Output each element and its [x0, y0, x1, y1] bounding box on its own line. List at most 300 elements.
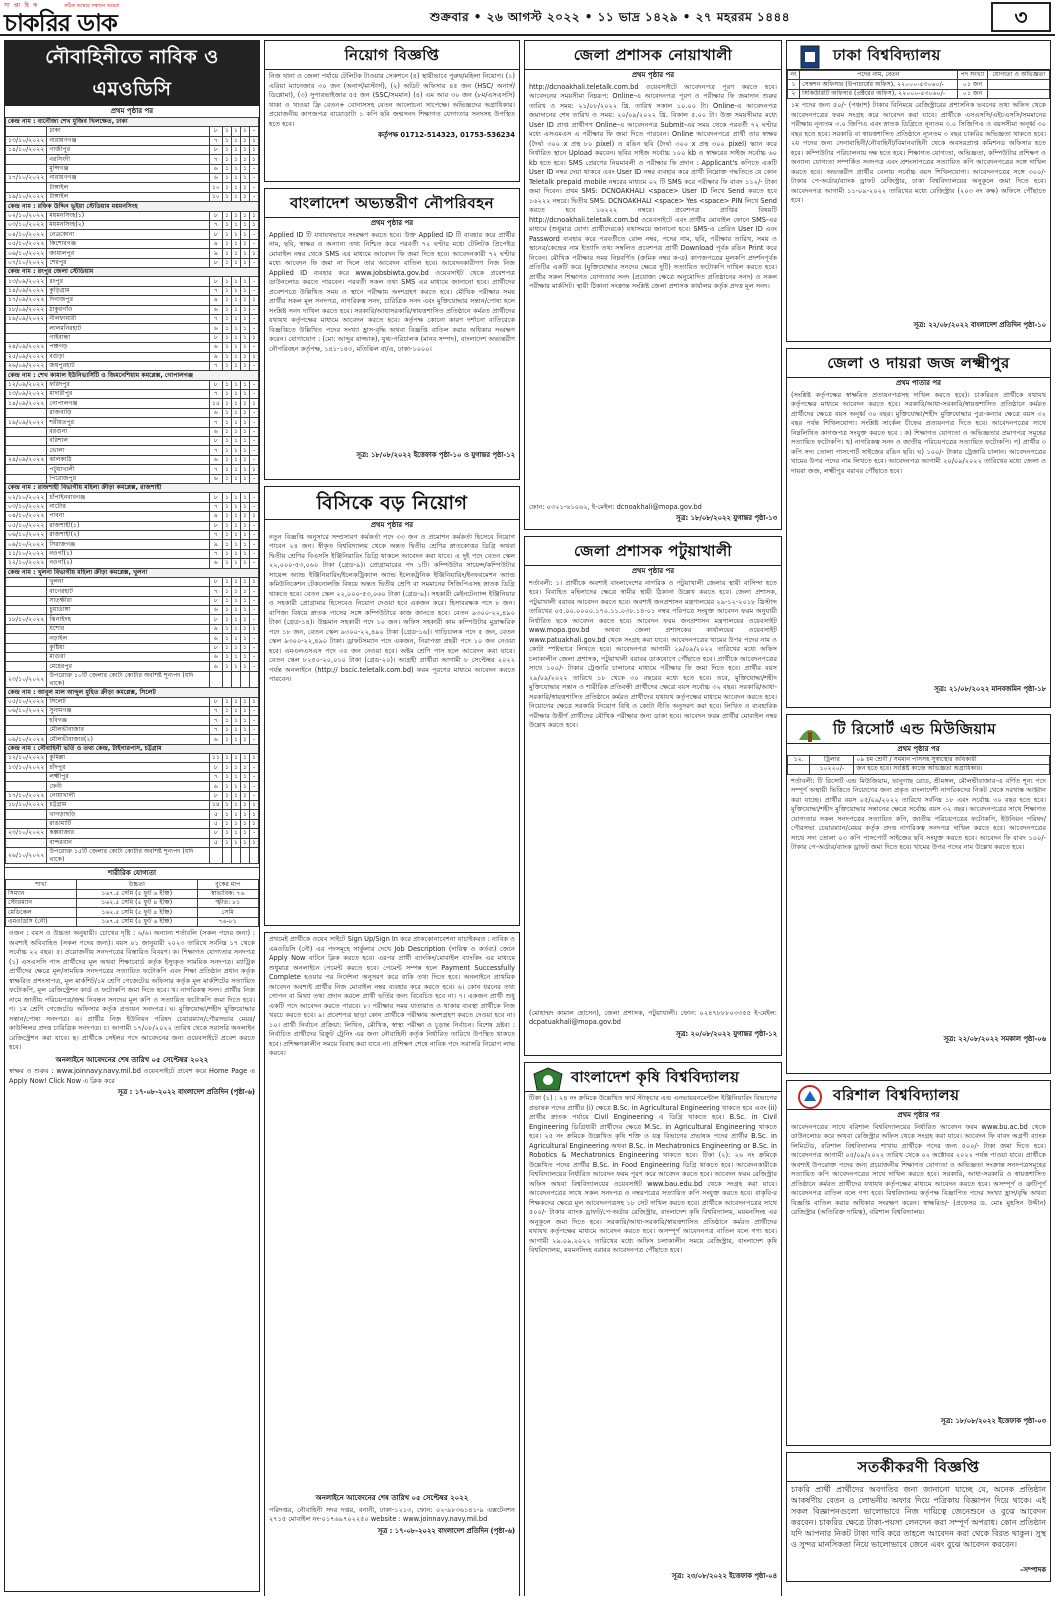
table-cell: - [249, 643, 258, 652]
venue-name: কেন্দ্র নাম : বানৌজা শেখ মুজিব খিলক্ষেত, ঢাকা [6, 117, 259, 126]
table-row [6, 474, 259, 483]
brand-logo [4, 2, 204, 37]
venue-row [6, 371, 259, 380]
table-cell: ১ [240, 324, 249, 333]
table-cell: ১ [240, 127, 249, 136]
table-cell: ১ [240, 221, 249, 230]
table-cell: ১ [240, 838, 249, 847]
table-cell: ১ [231, 427, 240, 436]
table-cell: ৬ [209, 305, 222, 314]
table-cell: ১ [222, 145, 231, 154]
table-header: পদ সংখ্যা [957, 71, 988, 80]
table-cell: ৮ [209, 763, 222, 772]
table-cell: হবিগঞ্জ [47, 716, 210, 725]
table-cell: ১ [240, 211, 249, 220]
table-cell: ১ [231, 333, 240, 342]
table-cell: - [249, 343, 258, 352]
table-cell: ১২/১০/২০২২ [6, 559, 47, 568]
table-cell: চাঁদপুর [47, 763, 210, 772]
table-cell: ৮ [209, 333, 222, 342]
table-cell [231, 671, 240, 688]
table-cell: ১ [231, 735, 240, 744]
table-cell: ১ [231, 258, 240, 267]
tea-headline: টি রিসোর্ট এন্ড মিউজিয়াম [787, 715, 1050, 744]
table-cell: ১ [231, 577, 240, 586]
table-cell: ১৩/১০/২০২২ [6, 136, 47, 145]
column-2 [264, 40, 520, 1596]
table-cell: - [249, 455, 258, 464]
table-cell: নীলফামারী [47, 314, 210, 323]
table-cell: ১ [231, 697, 240, 706]
brand-title: চাকরির ডাক [4, 7, 117, 37]
venue-row [6, 202, 259, 211]
navy-body: ওজন : বয়স ও উচ্চতা অনুযায়ী। চোখের দৃষ্টি : ৬/৬। অন্যান্য শর্তাবলি (সকল পদের জন্য) : অবশ্যই অবিবাহিত (সকল পদের জন্য)। বয়স ০১ জানুয়ারী ২০২৩ তারিখে সর্বনিম্ন ১৭ থেকে সর্বোচ্চ ২২ বছর। ৫। প্রয়োজনীয় সনদপত্রের বিস্তারিত বিবরণ। ক। শিক্ষাগত যোগ্যতার সনদপত্র (১) এসএসসি পাস প্রার্থীদের মূল অথবা শিক্ষাবোর্ড কর্তৃক ইস্যুকৃত সাময়িক সনদপত্র। ম্যাট্রিক প্রার্থীদের ক্ষেত্রে মূল/সাময়িক সনদপত্রের সত্যায়িত ফটোকপি এবং শিক্ষা প্রতিষ্ঠান প্রধান কর্তৃক স্বাক্ষরিত প্রশংসাপত্র, মূল মার্কশিট/১ম শ্রেণি গেজেটেড অফিসার কর্তৃক মূল মার্কশিটের সত্যায়িত ফটোকপি, মূল রেজিস্ট্রেশন কার্ড ও ফটোকপি জমা দিতে হবে। খ। নাগরিকত্ব সনদ। প্রার্থীর নিজ নামে জাতীয় পরিচয়পত্র/জন্ম নিবন্ধন সনদের মূল কপি ও সত্যায়িত ফটোকপি জমা দিতে হবে। গ। ১ম শ্রেণি গেজেটেড অফিসার কর্তৃক প্রত্যয়ন সনদপত্র। ঘ। মুক্তিযোদ্ধা/শহীদ মুক্তিযোদ্ধার সন্তান/পোষ্য সনদপত্র। ঙ। প্রার্থীর নিজ ইউনিয়ন পরিষদ চেয়ারম্যান/পৌরসভার মেয়র/কাউন্সিলর প্রদত্ত চারিত্রিক সনদপত্র। চ। আগামী ১৭/০৮/২০২২ তারিখ থেকে সরাসরি অনলাইন রেজিস্ট্রেশন করা যাবে। ছ। প্রার্থীকে সেইলর পদে আবেদনের জন্য ওয়েবসাইটে প্রবেশ করতে হবে। [9, 929, 255, 1052]
table-cell: বগুড়া [47, 352, 210, 361]
table-cell: ১ [240, 493, 249, 502]
table-cell: - [249, 446, 258, 455]
table-cell: ১১ [209, 754, 222, 763]
table-cell: ৯ [209, 296, 222, 305]
table-row [6, 455, 259, 464]
table-cell: ১ [222, 624, 231, 633]
table-header: পদের নাম, বেতন [800, 71, 958, 80]
table-cell: কিশোরগঞ্জ [47, 239, 210, 248]
table-cell: ৯ [209, 540, 222, 549]
table-cell: ০৪/১০/২০২২ [6, 512, 47, 521]
table-cell: ১ [240, 577, 249, 586]
table-cell: ৭ [209, 314, 222, 323]
venue-row [6, 568, 259, 577]
table-cell: ০১ জন [957, 89, 988, 98]
table-cell: ১ [222, 249, 231, 258]
table-cell [6, 333, 47, 342]
navy-apply-body: প্রথমেই প্রার্থীকে ওয়েব সাইটে Sign Up/Sign In করে প্রাককোনাবেশনা যাচাইকরত : নাবিক ও এমওডিসি (নৌ) এর পদসমূহে সার্কুলার দেখে Job Description (দায়িত্ব ও কর্তব্য) জেনে Apply Now বাটনে ক্লিক করতে হবে। এরপর প্রার্থী ব্যাংকিং/মোবাইল ব্যাংকিং এর মাধ্যমে শুধুমাত্র অনলাইনে পেমেন্ট করতে হবে। পেমেন্ট সম্পন্ন হলে Payment Successfully Complete হওয়ার পর নির্দেশনা অনুসরণ করে বাকি তথ্য দিতে হবে। অনলাইনে প্রাথমিক আবেদন অবশ্যই প্রার্থীর নিজ মোবাইল নম্বর ব্যবহার করে করতে হবে। ৬। কোন ধরনের তথ্য গোপন বা মিথ্যা তথ্য প্রদান করলে প্রার্থী ভর্তির জন্য বিবেচিত হবে না। ৭। একজন প্রার্থী শুধু একটি পদে আবেদন করতে পারবে। ৮। পরীক্ষার সময় যাতায়াত ও থাকার ব্যবস্থা প্রার্থীকে নিজ খরচে করতে হবে। ৯। প্রবেশপত্র ছাড়া কোন প্রার্থীকে পরীক্ষায় অংশগ্রহণ করতে দেওয়া হবে না। ১০। প্রার্থী নির্বাচন প্রক্রিয়া: লিখিত, মৌখিক, স্বাস্থ্য পরীক্ষা ও চূড়ান্ত নির্বাচন। বিশেষ দ্রষ্টব্য : নির্বাচিত প্রার্থীদের রিক্রুট ট্রেনিং এর জন্য নৌবাহিনী কর্তৃক নির্ধারিত তারিখে উপস্থিত থাকতে হবে। প্রশিক্ষণকালীন সময়ে বিবাহ করা যাবে না। প্রশিক্ষণ শেষে নাবিক পদে সরাসরি নিয়োগ লাভ করবে। [269, 935, 515, 1057]
table-row [6, 155, 259, 164]
table-cell: ১২. [788, 755, 810, 764]
table-cell: ১ [222, 634, 231, 643]
table-cell: - [249, 277, 258, 286]
table-cell: ৬ [209, 427, 222, 436]
navy-continued: প্রথম পৃষ্ঠার পর [110, 107, 154, 115]
table-row [6, 305, 259, 314]
table-row [6, 549, 259, 558]
table-cell: ১ [249, 754, 258, 763]
table-cell: ২৪/০৯/২০২২ [6, 343, 47, 352]
venue-row [6, 483, 259, 492]
table-cell: ১ [231, 408, 240, 417]
table-cell: ১ [231, 716, 240, 725]
table-row [6, 889, 259, 898]
table-cell: ৬ [209, 782, 222, 791]
table-cell: ১ [231, 465, 240, 474]
table-cell: ০৫/১০/২০২২ [6, 239, 47, 248]
table-cell: উপরোক্ত ১৫টি জেলার কোটা কোটার অবশিষ্ট শূন্যপদ (যদি থাকে) [47, 847, 210, 864]
table-cell: ১ [240, 249, 249, 258]
table-cell: - [249, 493, 258, 502]
table-cell: ৫ [209, 819, 222, 828]
table-cell: ৭ [209, 361, 222, 370]
table-cell: ৬ [209, 343, 222, 352]
table-cell: ১ [222, 810, 231, 819]
table-header: শাখা [6, 880, 77, 889]
table-cell: ১ [240, 305, 249, 314]
table-cell: ১ [231, 791, 240, 800]
navy-apply-deadline: অনলাইনে আবেদনের শেষ তারিখ ০৫ সেপ্টেম্বর ২০২২ [315, 1494, 469, 1502]
table-cell: ট্রিলার [810, 755, 854, 764]
table-cell: ১ [231, 549, 240, 558]
table-row [6, 800, 259, 809]
table-cell: ১ [240, 615, 249, 624]
table-cell [988, 80, 1050, 89]
barishal-headline: বরিশাল বিশ্ববিদ্যালয় [787, 1081, 1050, 1110]
table-row [6, 697, 259, 706]
table-row [6, 634, 259, 643]
table-cell: ১ [231, 800, 240, 809]
table-cell [6, 127, 47, 136]
table-cell: ১ [249, 136, 258, 145]
table-row [6, 540, 259, 549]
table-row [6, 127, 259, 136]
table-row [6, 164, 259, 173]
table-cell: ১ [222, 155, 231, 164]
table-cell: মাগুরা [47, 653, 210, 662]
table-cell: ১০২২০/- [810, 765, 854, 774]
table-cell: ৬ [209, 634, 222, 643]
column-4 [786, 40, 1051, 1596]
table-cell: ১ [231, 838, 240, 847]
table-cell: ৮ [209, 258, 222, 267]
table-row [6, 596, 259, 605]
table-cell: রাজশাহী(১) [47, 521, 210, 530]
table-cell: ১ [231, 530, 240, 539]
table-cell: ঝিনাইদহ [47, 615, 210, 624]
table-cell: ১২/১০/২০২২ [6, 754, 47, 763]
table-cell: ৮ [209, 596, 222, 605]
table-cell: ১৭/০৯/২০২২ [6, 296, 47, 305]
table-cell: ১ [222, 286, 231, 295]
table-cell: ১ [240, 352, 249, 361]
table-cell: ১ [222, 183, 231, 192]
table-cell: ১ [231, 493, 240, 502]
table-cell: ১ [240, 258, 249, 267]
table-cell: ১ [240, 408, 249, 417]
table-cell [6, 662, 47, 671]
bscic-continued: প্রথম পৃষ্ঠার পর [370, 521, 414, 529]
niyog-article [264, 40, 520, 182]
table-cell: ১ [240, 725, 249, 734]
navy-source: সূত্র : ১৭-০৮-২০২২ বাংলাদেশ প্রতিদিন (পৃষ্ঠা-৬) [117, 1088, 255, 1097]
table-cell: ৬ [209, 174, 222, 183]
table-cell: - [249, 408, 258, 417]
table-cell: ১ [222, 577, 231, 586]
table-row [6, 174, 259, 183]
table-cell: ১২/০৯/২০২২ [6, 380, 47, 389]
table-row [6, 782, 259, 791]
table-cell: ১ [222, 772, 231, 781]
table-cell: ১ [240, 361, 249, 370]
table-cell: ৯ [209, 624, 222, 633]
table-cell: ৮ [209, 829, 222, 838]
table-row [6, 577, 259, 586]
table-row [6, 427, 259, 436]
navy-apply-address: পরিদপ্তর, নৌবাহিনী সদর দপ্তর, বনানী, ঢাকা-১২১৩, ফোন: ০২-৯৮৩৬১৪১-৯ এক্সটেনশন ২৭১৫ মোবাইল নং-০১৭৬৯৭০২২৫০ website : www.joinnavy.navy.mil.bd [269, 1505, 515, 1524]
table-header-row [788, 71, 1050, 80]
table-cell: ঢাকা [47, 127, 210, 136]
table-cell: ১ [222, 606, 231, 615]
table-cell: রাজশাহী(২) [47, 530, 210, 539]
table-cell: ১ [240, 446, 249, 455]
table-row [6, 847, 259, 864]
table-cell: জামালপুর [47, 249, 210, 258]
table-cell: বান্দরবান [47, 838, 210, 847]
table-cell: ১ [222, 192, 231, 201]
table-cell: ১ [231, 707, 240, 716]
table-cell: ১ [249, 352, 258, 361]
table-header: নং [788, 71, 800, 80]
table-cell: ৮ [209, 211, 222, 220]
table-cell: ৯ [209, 352, 222, 361]
table-cell: ১ [240, 772, 249, 781]
table-cell: ১৯/০৯/২০২২ [6, 314, 47, 323]
table-cell [6, 465, 47, 474]
table-cell: ১ [231, 249, 240, 258]
table-cell: সাতক্ষীরা [47, 596, 210, 605]
table-cell: ১ [240, 502, 249, 511]
bscic-headline: বিসিকে বড় নিয়োগ [265, 487, 519, 520]
table-cell [222, 671, 231, 688]
biwta-continued: প্রথম পৃষ্ঠার পর [370, 219, 414, 227]
table-row [6, 725, 259, 734]
table-cell: ১৫ [209, 399, 222, 408]
table-header: বুকের মাপ [197, 880, 258, 889]
table-cell: ৭ [209, 716, 222, 725]
table-cell: ০১ জন [957, 80, 988, 89]
table-cell: - [249, 474, 258, 483]
table-cell: ১ [222, 408, 231, 417]
patuakhali-article [524, 536, 782, 1056]
table-cell: ১ [222, 838, 231, 847]
table-cell: ৫ [209, 810, 222, 819]
venue-name: কেন্দ্র নাম : রফিক উদ্দিন ভূইয়া স্টেডিয়াম ময়মনসিংহ [6, 202, 259, 211]
table-cell [6, 155, 47, 164]
table-cell: স্টোরম্যান [6, 898, 77, 907]
table-row [6, 333, 259, 342]
table-cell: ১ [222, 343, 231, 352]
table-cell: ১ [222, 474, 231, 483]
table-cell: ১ [231, 474, 240, 483]
table-row [6, 258, 259, 267]
lakshmipur-source: সূত্র: ২১/০৮/২০২২ মানবজমিন পৃষ্ঠা-১৮ [934, 684, 1046, 693]
table-cell: ৭ [209, 465, 222, 474]
table-cell: বরগুনা [47, 427, 210, 436]
table-cell: ১ [222, 502, 231, 511]
table-cell: স্ফীত: ৮১ [197, 898, 258, 907]
table-row [6, 615, 259, 624]
table-row [6, 671, 259, 688]
table-cell: ঝালকাঠি [47, 455, 210, 464]
table-cell: ৮ [209, 437, 222, 446]
table-cell: ৭ [209, 587, 222, 596]
tea-article [786, 714, 1051, 1074]
table-cell: ফরিদপুর [47, 380, 210, 389]
table-cell: ১ [222, 549, 231, 558]
table-cell: ১ [240, 810, 249, 819]
table-cell: ১৬৭.৫ সেমি (৫ ফুট ৬ ইঞ্চি) [77, 917, 198, 926]
table-cell: ১ [231, 183, 240, 192]
table-row [6, 437, 259, 446]
table-cell: ১ [231, 725, 240, 734]
table-cell: ১ [222, 540, 231, 549]
table-cell: ১ [231, 343, 240, 352]
table-cell: চাঁপাইনবাবগঞ্জ [47, 493, 210, 502]
table-cell: ১ [231, 418, 240, 427]
table-cell: সিলেট [47, 697, 210, 706]
venue-name: কেন্দ্র নাম : শেখ কামাল ইউনিভার্সিটি ও জিমনেশিয়াম কমপ্লেক্স, গোপালগঞ্জ [6, 371, 259, 380]
navy-article [4, 40, 260, 1592]
table-cell: ০৬/১০/২০২২ [6, 530, 47, 539]
table-cell: - [249, 606, 258, 615]
du-post-table [787, 70, 1050, 99]
du-source: সূত্র: ২২/০৮/২০২২ বাংলাদেশ প্রতিদিন পৃষ্ঠা-১০ [913, 321, 1046, 330]
table-cell: ১ [240, 399, 249, 408]
table-cell: ১ [249, 577, 258, 586]
table-row [6, 380, 259, 389]
table-cell: - [249, 192, 258, 201]
venue-row [6, 117, 259, 126]
table-cell: নারায়ণগঞ্জ [47, 174, 210, 183]
table-cell: মেহেরপুর [47, 662, 210, 671]
table-row [6, 735, 259, 744]
table-cell: ১ [788, 80, 800, 89]
table-row [6, 662, 259, 671]
patuakhali-continued: প্রথম পৃষ্ঠার পর [631, 567, 675, 575]
table-cell: ৭ [209, 418, 222, 427]
table-cell: ১৪ [209, 800, 222, 809]
table-cell: মেডিকেল [6, 908, 77, 917]
table-cell: ২৩/১০/২০২২ [6, 671, 47, 688]
table-header: উচ্চতা [77, 880, 198, 889]
table-cell: ১ [222, 174, 231, 183]
navy-apply-article [264, 932, 520, 1596]
table-cell: ১ [240, 829, 249, 838]
table-cell: ১ [222, 352, 231, 361]
table-cell: ১৮/০৯/২০২২ [6, 305, 47, 314]
table-row [6, 772, 259, 781]
table-cell [6, 653, 47, 662]
table-cell: ১ [249, 512, 258, 521]
table-cell: ৬ [209, 559, 222, 568]
table-cell: ০৯/১০/২০২২ [6, 540, 47, 549]
table-cell: ১ [231, 754, 240, 763]
table-cell: ১ [240, 606, 249, 615]
table-cell: ১ [231, 361, 240, 370]
table-cell: ১ [231, 782, 240, 791]
noakhali-contact: ফোন: ০৩২১-৬১০৬২, ই-মেইল: dcnoakhali@mopa.gov.bd [529, 502, 702, 511]
table-cell: ১ [231, 164, 240, 173]
table-cell: মৌলভীবাজার(২) [47, 735, 210, 744]
table-cell: - [249, 587, 258, 596]
table-cell: ঠাকুরগাঁও [47, 305, 210, 314]
table-cell: ১ [231, 819, 240, 828]
table-cell: নারায়ণগঞ্জ [47, 136, 210, 145]
table-cell [6, 587, 47, 596]
table-cell [6, 596, 47, 605]
table-cell: - [249, 615, 258, 624]
table-row [6, 249, 259, 258]
table-cell [6, 183, 47, 192]
table-cell: পটুয়াখালী [47, 465, 210, 474]
table-cell: ১ [222, 819, 231, 828]
warning-article [786, 1452, 1051, 1582]
table-cell: নেত্রকোনা [47, 230, 210, 239]
du-headline: ঢাকা বিশ্ববিদ্যালয় [787, 41, 1050, 70]
table-row [6, 136, 259, 145]
barishal-body: আবেদনপত্রের সাথে বরিশাল বিশ্ববিদ্যালয়ের নির্ধারিত আবেদন ফরম www.bu.ac.bd থেকে ডাউনলোড করে অথবা রেজিস্ট্রার অফিস থেকে সংগ্রহ করা যাবে। আবেদন ফি বাবদ অগ্রণী ব্যাংক লিমিটেড, বরিশাল বিশ্ববিদ্যালয় শাখায় প্রার্থীকে পদের জন্য ৫০০/- টাকা জমা দিতে হবে। আবেদনপত্র আগামী ০৫/০৯/২০২২ তারিখ থেকে ০২ অক্টোবর ২০২২ পর্যন্ত পাওয়া যাবে। প্রার্থীকে অবশ্যই উপরোক্ত পদের জন্য প্রয়োজনীয় শিক্ষাগত যোগ্যতা ও অভিজ্ঞতা সংক্রান্ত সনদপত্রসমূহের সত্যায়িত কপি আবেদনপত্রের সাথে দাখিল করতে হবে। সরকারি, আধা-সরকারি ও স্বায়ত্তশাসিত প্রতিষ্ঠানে কর্মরত প্রার্থীদের যথাযথ কর্তৃপক্ষের মাধ্যমে আবেদন করতে হবে। অসম্পূর্ণ ও ত্রুটিপূর্ণ আবেদনপত্র বাতিল বলে গণ্য হবে। বিশ্ববিদ্যালয় কর্তৃপক্ষ বিজ্ঞাপিত পদের সংখ্যা হ্রাস/বৃদ্ধি অথবা বিজ্ঞপ্তি বাতিল করার অধিকার সংরক্ষণ করেন। স্বাক্ষরিত/- (প্রফেসর ড. মোঃ মুহসিন উদ্দীন) রেজিস্ট্রার (অতিরিক্ত দায়িত্ব), বরিশাল বিশ্ববিদ্যালয়। [791, 1122, 1046, 1217]
table-cell: - [249, 127, 258, 136]
table-cell: ১ [222, 390, 231, 399]
table-cell: ২৩/১০/২০২২ [6, 829, 47, 838]
table-row [788, 755, 1050, 764]
table-cell: ১ [231, 810, 240, 819]
table-cell: খুলনা [47, 577, 210, 586]
table-cell: ৭ [209, 707, 222, 716]
table-cell: ৬ [209, 164, 222, 173]
table-cell: ১ [231, 455, 240, 464]
niyog-headline: নিয়োগ বিজ্ঞপ্তি [265, 41, 519, 70]
table-cell: ১৪/০৯/২০২২ [6, 399, 47, 408]
table-cell [6, 634, 47, 643]
table-cell: ১ [231, 352, 240, 361]
table-cell: ১ [249, 800, 258, 809]
table-cell: ১ [222, 258, 231, 267]
table-cell: বাগেরহাট [47, 587, 210, 596]
table-cell: ময়মনসিংহ(১) [47, 211, 210, 220]
table-cell: গোপালগঞ্জ [47, 399, 210, 408]
bscic-body: নতুন বিজ্ঞপ্তি অনুসারে সম্প্রসারণ কর্মকর্তা পদে ৩৩ জন ও প্রমোশন কর্মকর্তা হিসেবে নিয়োগ পাবেন ২৪ জন। স্বীকৃত বিশ্ববিদ্যালয় থেকে অন্তত দ্বিতীয় শ্রেণির স্নাতকোত্তর ডিগ্রি অথবা দ্বিতীয় শ্রেণির বিএসসি ইঞ্জিনিয়ারিং ডিগ্রি থাকলে আবেদন করা যাবে। এ দুই পদে বেতন স্কেল ২২,০০০-৫৩,০৬০ টাকা (গ্রেড-৯)। প্রোগ্রামারের পদ ১টি। কম্পিউটার সায়েন্স/কম্পিউটার সায়েন্স অ্যান্ড ইঞ্জিনিয়ারিং/ইলেকট্রিক্যাল অ্যান্ড ইলেকট্রনিক ইঞ্জিনিয়ারিং/ইনফরমেশন অ্যান্ড কমিউনিকেশন টেকনোলজি বিষয়ে অন্তত দ্বিতীয় শ্রেণি বা সমমানের সিজিপিএসহ স্নাতক ডিগ্রি থাকতে হবে। বেতন স্কেল ২২,০০০-৫৩,০৬০ টাকা (গ্রেড-৯)। সহকারী মেইনটেন্যান্স ইঞ্জিনিয়ার ও সহকারী প্রোগ্রামার হিসেবেও নিয়োগ দেওয়া হবে একজন করে। হিসাবরক্ষক পদে ৮ জন। বাণিজ্য বিষয়ে স্নাতক পাসের সঙ্গে কম্পিউটারে কাজ জানতে হবে। বেতন ৯৩০০-২২,৪৯০ টাকা (গ্রেড-১৪)। উচ্চমান সহকারী পদে ১০ জন। অফিস সহকারী কাম কম্পিউটার মুদ্রাক্ষরিক পদে ১৮ জন, বেতন স্কেল ৯৩০০-২২,৪৯০ টাকা (গ্রেড-১৬)। গাড়িচালক পদে ৫ জন, বেতন স্কেল ৯৩০০-২২,৪৯০ টাকা। ড্রাফটসম্যান পদে একজন, নিরাপত্তা প্রহরী পদে ১০ জন নেওয়া হবে। এমএলএসএস পদে ৩৫ জন নেওয়া হবে। অষ্টম শ্রেণি পাস হলে আবেদন করা যাবে। বেতন স্কেল ৮২৫০-২০,০১০ টাকা (গ্রেড-২০)। আগ্রহী প্রার্থীরা আগামী ৮ সেপ্টেম্বর ২০২২ পর্যন্ত অনলাইনে (http:// bscic.teletalk.com.bd) ফরম পূরণের মাধ্যমে আবেদন করতে পারবেন। [269, 532, 515, 684]
brand-tagline: সঠিক তথ্যের সন্ধানে আমরা [64, 3, 120, 9]
table-cell: ৮ [209, 697, 222, 706]
table-row [6, 716, 259, 725]
table-cell: - [249, 174, 258, 183]
table-cell: ১ [240, 634, 249, 643]
table-cell: ১৯/০৯/২০২২ [6, 418, 47, 427]
table-row [6, 361, 259, 370]
table-cell [240, 671, 249, 688]
table-cell: ১ [240, 624, 249, 633]
table-cell: ১ [240, 540, 249, 549]
table-row [6, 446, 259, 455]
noakhali-continued: প্রথম পৃষ্ঠার পর [631, 71, 675, 79]
table-row [6, 390, 259, 399]
table-cell: ১ [240, 549, 249, 558]
navy-schedule-table [5, 117, 259, 865]
table-cell: ৮ [209, 380, 222, 389]
table-cell: ১ [222, 707, 231, 716]
table-cell: নরসিংদী [47, 155, 210, 164]
table-row [6, 838, 259, 847]
dateline: শুক্রবার • ২৬ আগস্ট ২০২২ • ১১ ভাদ্র ১৪২৯ • ২৭ মহররম ১৪৪৪ [430, 10, 791, 24]
table-cell: ১ [222, 296, 231, 305]
barishal-article [786, 1080, 1051, 1446]
table-cell [6, 606, 47, 615]
table-cell: নওগাঁ(১) [47, 549, 210, 558]
table-cell: - [249, 763, 258, 772]
table-cell: - [249, 258, 258, 267]
table-cell: ৮ [209, 145, 222, 154]
venue-name: কেন্দ্র নাম : রাজশাহী বিভাগীয় মহিলা ক্রীড়া কমপ্লেক্স, রাজশাহী [6, 483, 259, 492]
table-cell: ১ [222, 465, 231, 474]
table-row [6, 145, 259, 154]
